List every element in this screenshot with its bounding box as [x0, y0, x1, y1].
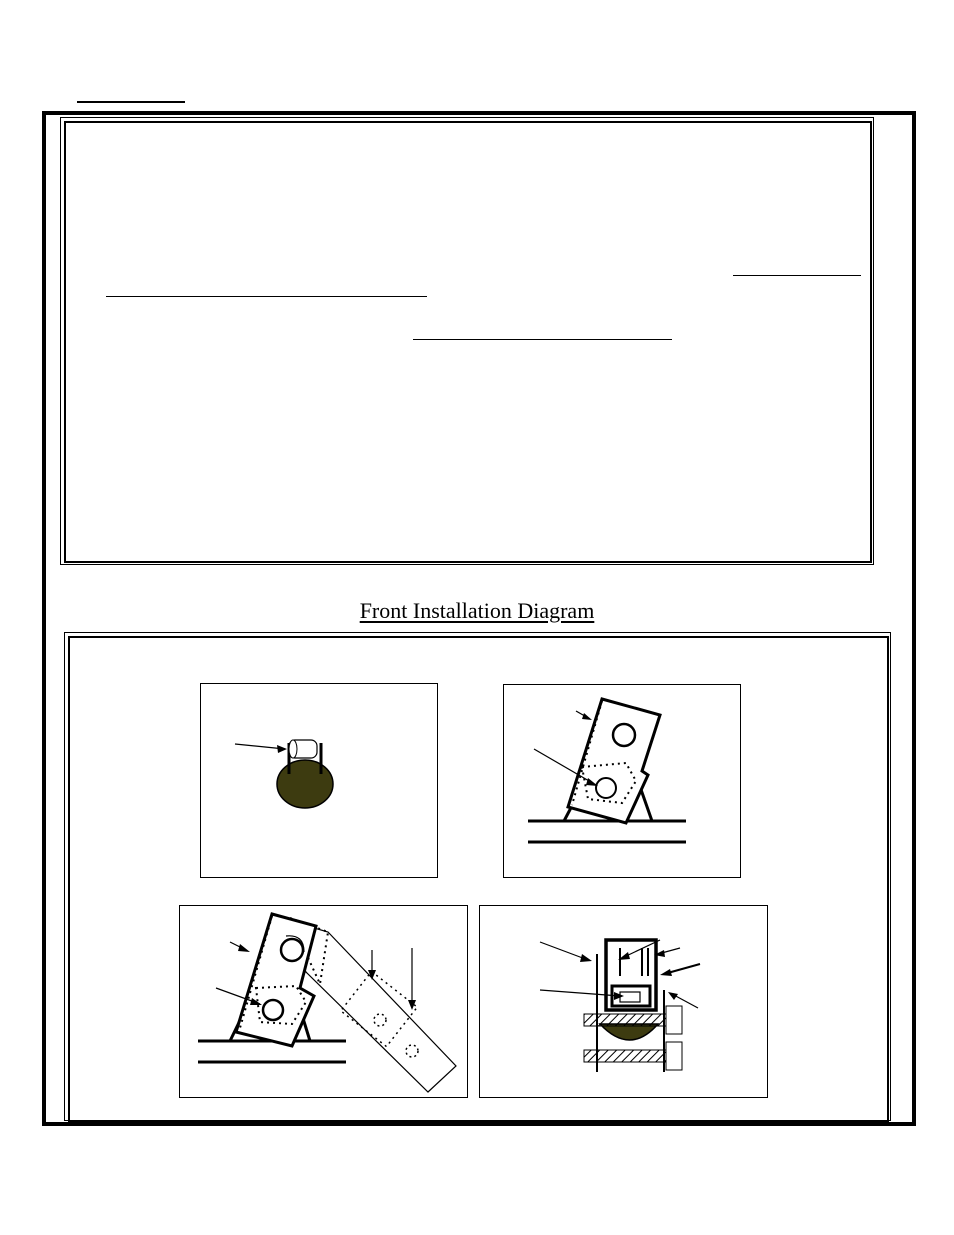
diagram-title: Front Installation Diagram — [359, 598, 595, 623]
blank-underline-1 — [733, 275, 861, 276]
upper-hole — [613, 724, 635, 746]
panel-step-3 — [179, 905, 468, 1098]
lower-hole — [263, 1000, 283, 1020]
tilted-bracket-illustration — [504, 685, 740, 877]
upper-hole — [281, 939, 303, 961]
arrow-head — [277, 745, 287, 753]
panel-step-2 — [503, 684, 741, 878]
panel-step-4 — [479, 905, 768, 1098]
blank-underline-2 — [106, 296, 427, 297]
panel-step-1 — [200, 683, 438, 878]
assembled-clamp-illustration — [480, 906, 767, 1097]
bracket-extension-illustration — [180, 906, 467, 1097]
header-underline — [77, 101, 185, 103]
instructions-frame-inner — [64, 121, 872, 563]
clamp-illustration — [201, 684, 437, 877]
tube-oval — [277, 760, 333, 808]
blank-underline-3 — [413, 339, 672, 340]
